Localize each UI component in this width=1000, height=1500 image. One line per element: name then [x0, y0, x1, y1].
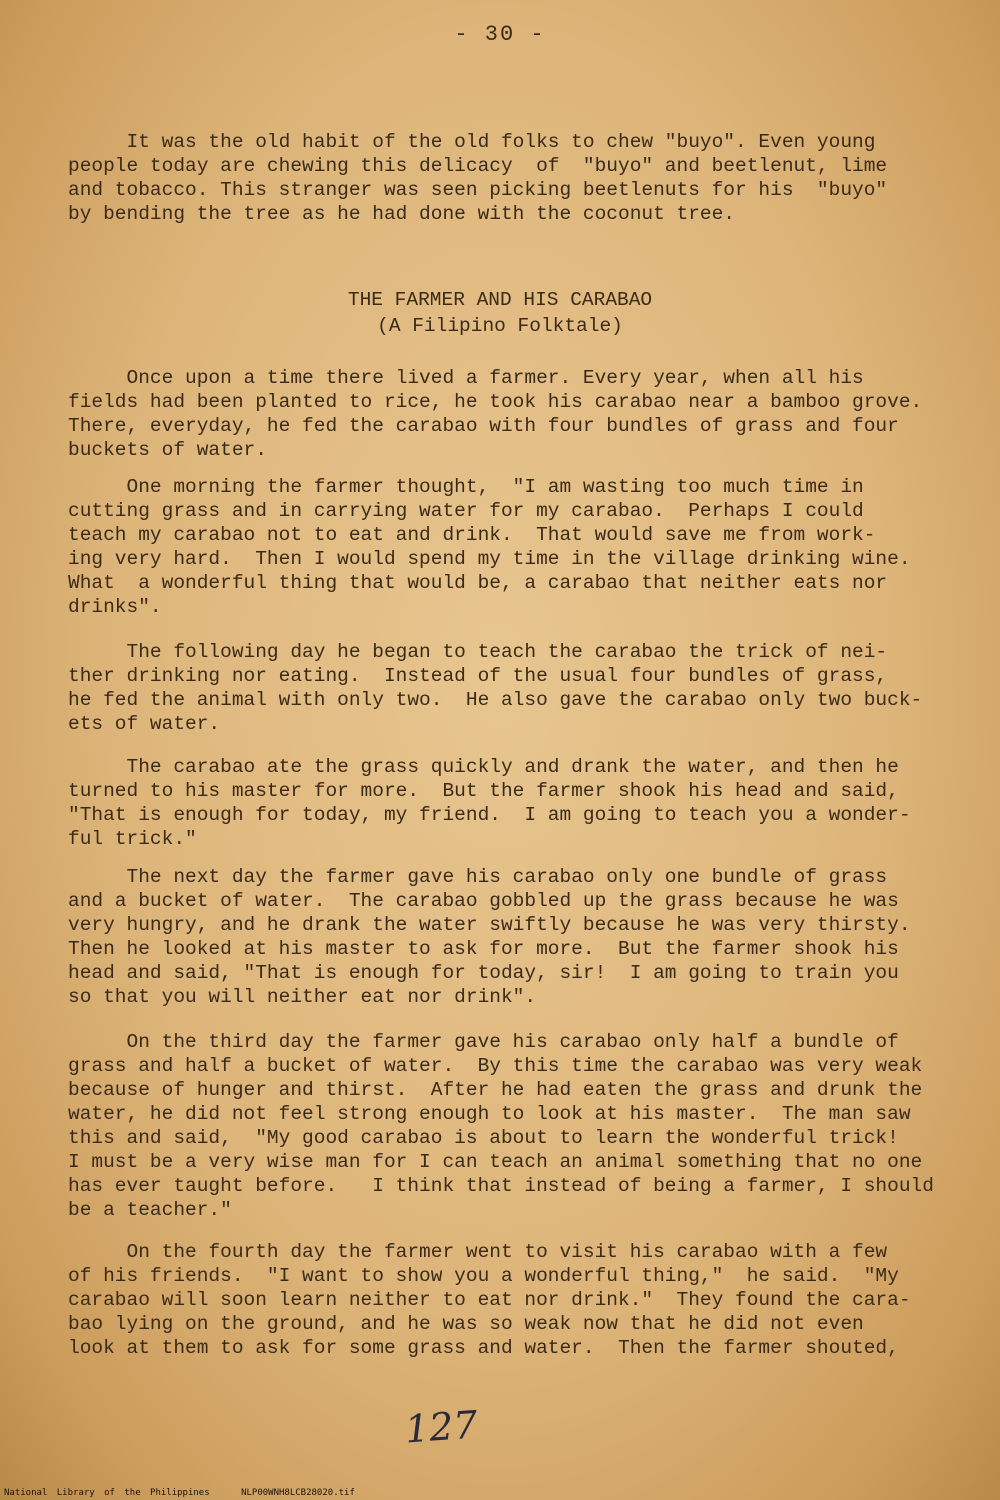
paragraph-fourth-day: On the fourth day the farmer went to visit his carabao with a few of his friends. "I want to show you a wonderful thing," he said. "My carabao will soon learn neither to eat nor drink." They found the cara- bao lying on the ground, and he was so weak now that he did not even look at them to ask for some grass and water. Then the farmer shouted,: [68, 1241, 911, 1359]
paragraph-following-day: The following day he began to teach the carabao the trick of nei- ther drinking nor eating. Instead of the usual four bundles of grass, he fed the animal with only two. He also gave the carabao only two buck- ets of water.: [68, 641, 923, 735]
paragraph-carabao-ate: The carabao ate the grass quickly and drank the water, and then he turned to his master for more. But the farmer shook his head and said, "That is enough for today, my friend. I am going to teach you a wonder- ful trick.": [68, 756, 911, 850]
paragraph-buyo: It was the old habit of the old folks to chew "buyo". Even young people today are chewing this delicacy of "buyo" and beetlenut, lime and tobacco. This stranger was seen picking beetlenuts for his "buyo" by bending the tree as he had done with the coconut tree.: [68, 131, 888, 225]
page-number: - 30 -: [454, 22, 546, 47]
footer-library: National Library of the Philippines: [4, 1488, 210, 1498]
paragraph-third-day: On the third day the farmer gave his carabao only half a bundle of grass and half a bucket of water. By this time the carabao was very weak because of hunger and thirst. After he had eaten the grass and drunk the water, he did not feel strong enough to look at his master. The man saw this and said, "My good carabao is about to learn the wonderful trick! I must be a very wise man for I can teach an animal something that no one has ever taught before. I think that instead of being a farmer, I should be a teacher.": [68, 1031, 934, 1221]
paragraph-farmer-thought: One morning the farmer thought, "I am wasting too much time in cutting grass and in carrying water for my carabao. Perhaps I could teach my carabao not to eat and drink. That would save me from work- ing very hard. Then I would spend my time in the village drinking wine. What a wonderful thing that would be, a carabao that neither eats nor drinks".: [68, 476, 911, 618]
handwritten-page-mark: 127: [403, 1402, 479, 1452]
paragraph-next-day: The next day the farmer gave his carabao only one bundle of grass and a bucket of water. The carabao gobbled up the grass because he was very hungry, and he drank the water swiftly because he was very thirsty. Then he looked at his master to ask for more. But the farmer shook his head and said, "That is enough for today, sir! I am going to train you so that you will neither eat nor drink".: [68, 866, 911, 1008]
story-heading: [0, 287, 1000, 339]
scan-footer: [4, 1488, 377, 1498]
story-subtitle: (A Filipino Folktale): [377, 315, 623, 337]
paragraph-intro: Once upon a time there lived a farmer. Every year, when all his fields had been planted to rice, he took his carabao near a bamboo grove. There, everyday, he fed the carabao with four bundles of grass and four buckets of water.: [68, 367, 923, 461]
story-title: THE FARMER AND HIS CARABAO: [347, 289, 653, 311]
footer-filename: NLP00WNH8LCB28020.tif: [241, 1488, 355, 1498]
